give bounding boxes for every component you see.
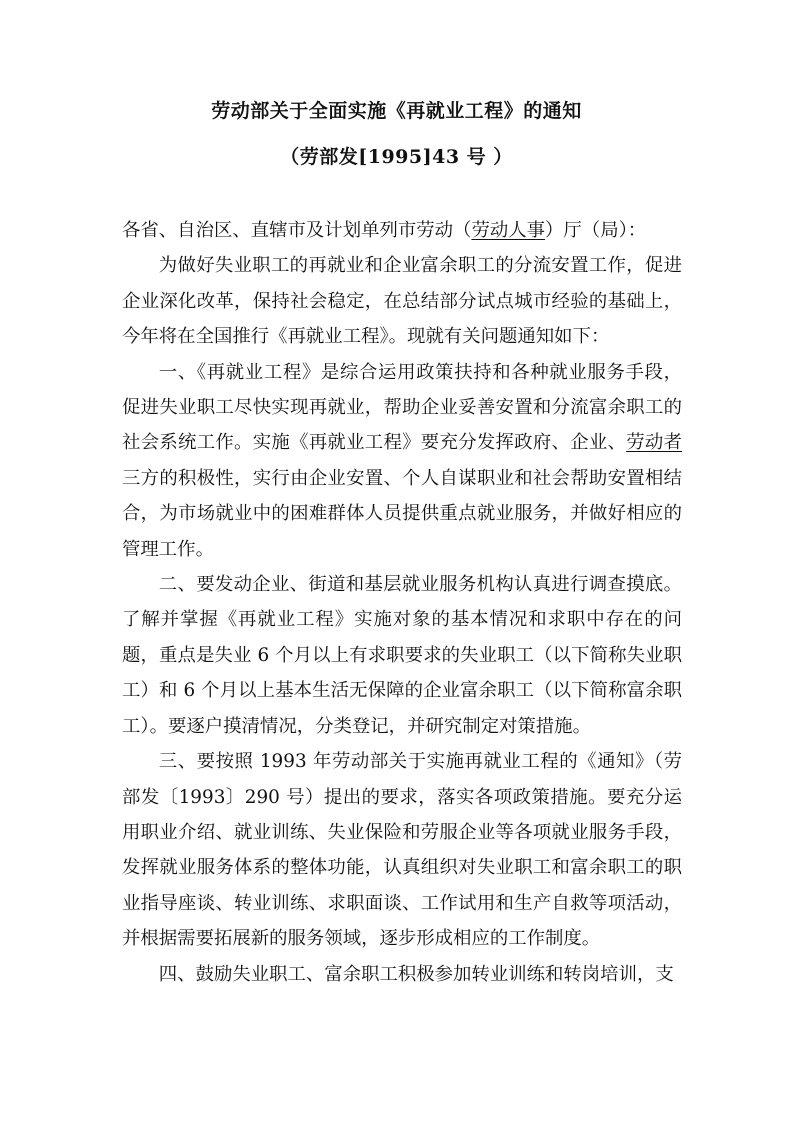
salutation-text-end: ）厅（局）：: [545, 220, 647, 241]
point-four-paragraph: 四、鼓励失业职工、富余职工积极参加转业训练和转岗培训，支: [158, 963, 674, 985]
point-one-text-start: 一、《再就业工程》是综合运用政策扶持和各种就业服务手段，促进失业职工尽快实现再就业，帮助企业妥善安置和分流富余职工的社会系统工作。实施《再就业工程》要充分发挥政府、企业、: [122, 361, 682, 454]
point-three-paragraph: 三、要按照 1993 年劳动部关于实施再就业工程的《通知》（劳部发〔1993〕290 号）提出的要求，落实各项政策措施。要充分运用职业介绍、就业训练、失业保险和劳服企业等各项就业服务手段，发挥就业服务体系的整体功能，认真组织对失业职工和富余职工的职业指导座谈、转业训练、求职面谈、工作试用和生产自救等项活动，并根据需要拓展新的服务领域，逐步形成相应的工作制度。: [122, 751, 682, 950]
intro-paragraph: 为做好失业职工的再就业和企业富余职工的分流安置工作，促进企业深化改革，保持社会稳定，在总结部分试点城市经验的基础上，今年将在全国推行《再就业工程》。现就有关问题通知如下：: [122, 255, 682, 348]
point-one-text-end: 三方的积极性，实行由企业安置、个人自谋职业和社会帮助安置相结合，为市场就业中的困难群体人员提供重点就业服务，并做好相应的管理工作。: [122, 467, 682, 560]
salutation: [122, 213, 682, 248]
document-number: （劳部发[1995]43 号 ）: [280, 146, 513, 168]
document-title: 劳动部关于全面实施《再就业工程》的通知: [211, 100, 582, 122]
point-one-underlined-text: 劳动者: [626, 432, 682, 454]
salutation-text-start: 各省、自治区、直辖市及计划单列市劳动（: [122, 220, 472, 241]
salutation-underlined-text: 劳动人事: [471, 220, 546, 241]
point-two-paragraph: 二、要发动企业、街道和基层就业服务机构认真进行调查摸底。了解并掌握《再就业工程》实施对象的基本情况和求职中存在的问题，重点是失业 6 个月以上有求职要求的失业职工（以下简称失业职工）和 6 个月以上基本生活无保障的企业富余职工（以下简称富余职工）。要逐户摸清情况，分类登记，并研究制定对策措施。: [122, 574, 682, 737]
document-body: [122, 213, 682, 992]
point-one-paragraph: [122, 355, 682, 567]
